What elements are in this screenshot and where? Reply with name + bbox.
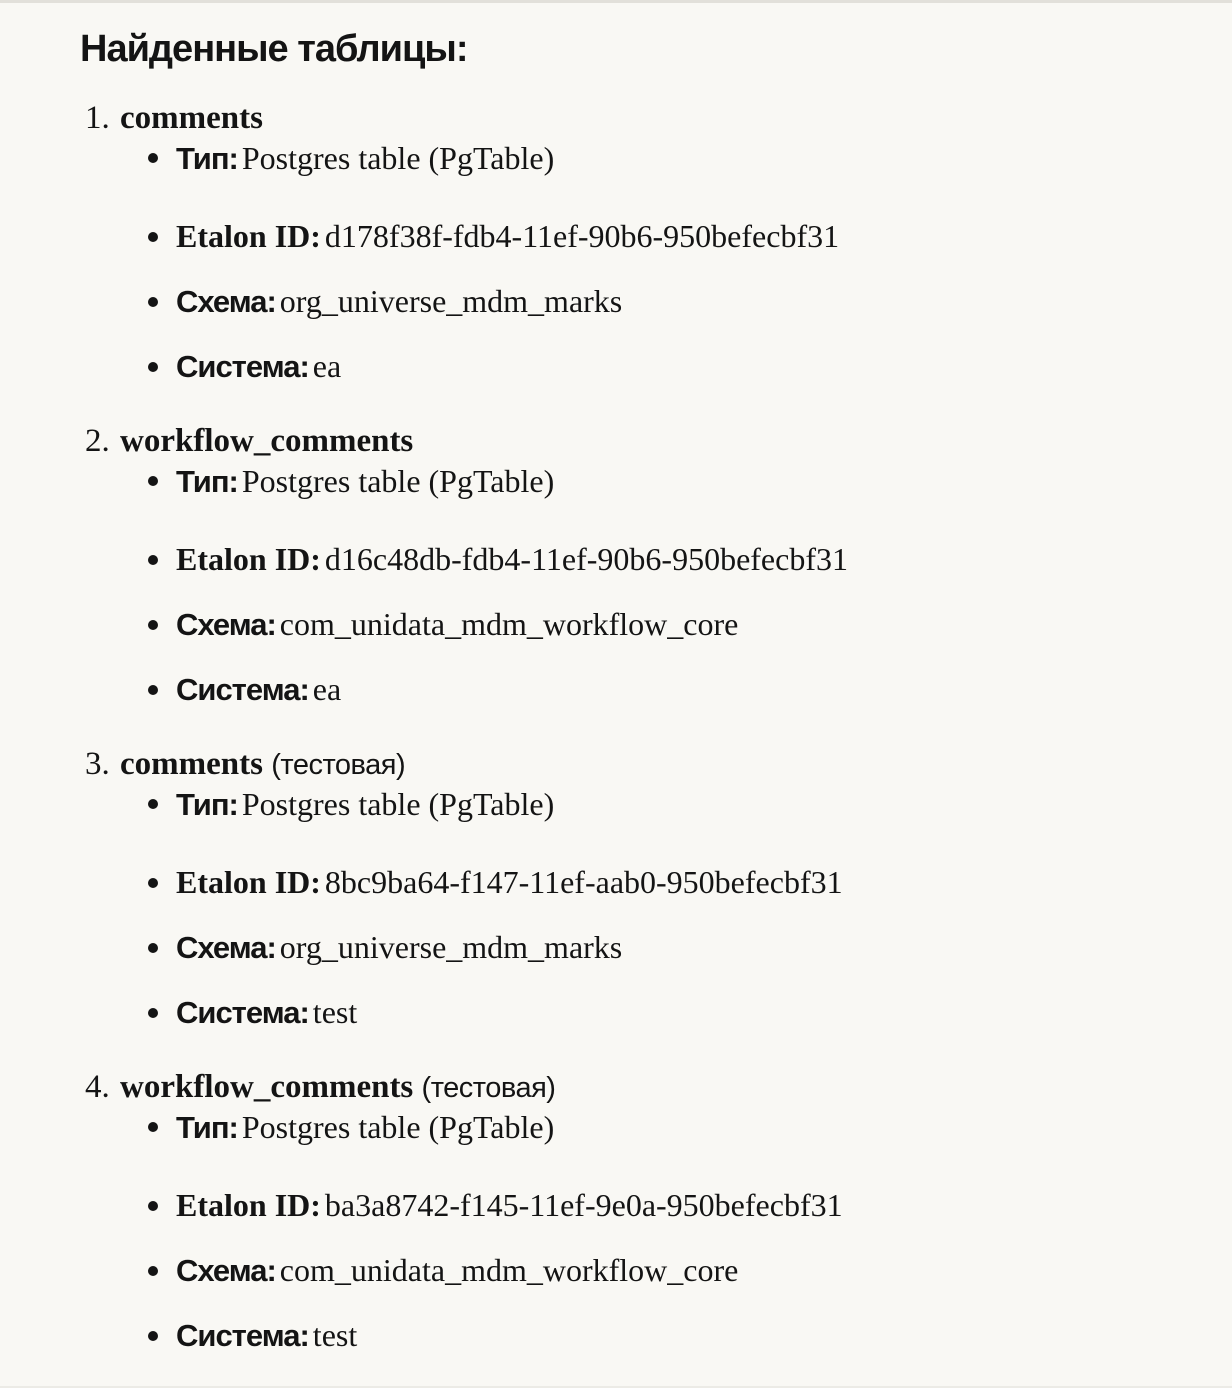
table-item-header [80,419,1200,463]
property-label: Etalon ID: [176,864,321,900]
bullet-icon [148,1331,158,1341]
property-system [80,334,1200,399]
table-item-4 [80,1065,1200,1368]
list-number: 2. [85,423,110,459]
list-number: 1. [85,100,110,136]
tables-list [80,96,1200,1368]
table-item-header [80,96,1200,140]
property-label: Схема: [176,607,276,642]
property-label: Система: [176,1318,309,1353]
property-label: Etalon ID: [176,218,321,254]
bullet-icon [148,1008,158,1018]
table-properties [80,463,1200,722]
property-label: Система: [176,349,309,384]
bullet-icon [148,297,158,307]
bullet-icon [148,362,158,372]
property-type [80,463,1200,527]
section-heading: Найденные таблицы: [80,28,468,70]
property-system [80,1303,1200,1368]
property-system [80,657,1200,722]
table-properties [80,1109,1200,1368]
property-schema [80,592,1200,657]
property-label: Тип: [176,787,238,822]
table-name: comments [120,746,263,782]
property-value: ea [312,348,342,384]
property-value: Postgres table (PgTable) [241,1109,555,1145]
bullet-icon [148,153,158,163]
property-system [80,980,1200,1045]
table-note: (тестовая) [271,749,406,781]
list-number: 3. [85,746,110,782]
property-label: Etalon ID: [176,541,321,577]
table-item-header [80,742,1200,786]
table-item-header [80,1065,1200,1109]
property-value: 8bc9ba64-f147-11ef-aab0-950befecbf31 [324,864,843,900]
top-divider [0,0,1232,3]
property-etalon-id [80,850,1200,915]
property-value: test [312,1317,358,1353]
bullet-icon [148,1266,158,1276]
property-label: Etalon ID: [176,1187,321,1223]
bullet-icon [148,1201,158,1211]
table-name: workflow_comments [120,1069,414,1105]
bullet-icon [148,620,158,630]
bullet-icon [148,1122,158,1132]
property-etalon-id [80,527,1200,592]
table-properties [80,140,1200,399]
property-value: Postgres table (PgTable) [241,786,555,822]
property-type [80,1109,1200,1173]
property-value: test [312,994,358,1030]
table-item-1 [80,96,1200,399]
property-type [80,786,1200,850]
property-value: Postgres table (PgTable) [241,140,555,176]
property-schema [80,1238,1200,1303]
property-value: ba3a8742-f145-11ef-9e0a-950befecbf31 [324,1187,843,1223]
property-etalon-id [80,1173,1200,1238]
bullet-icon [148,943,158,953]
property-value: org_universe_mdm_marks [279,283,623,319]
property-label: Система: [176,995,309,1030]
property-etalon-id [80,204,1200,269]
list-number: 4. [85,1069,110,1105]
property-label: Система: [176,672,309,707]
property-label: Схема: [176,1253,276,1288]
bullet-icon [148,685,158,695]
property-value: d16c48db-fdb4-11ef-90b6-950befecbf31 [324,541,848,577]
bullet-icon [148,878,158,888]
bullet-icon [148,232,158,242]
bullet-icon [148,476,158,486]
property-label: Тип: [176,464,238,499]
table-note: (тестовая) [421,1072,556,1104]
table-name: workflow_comments [120,423,414,459]
property-value: org_universe_mdm_marks [279,929,623,965]
property-value: com_unidata_mdm_workflow_core [279,606,739,642]
property-value: Postgres table (PgTable) [241,463,555,499]
property-value: ea [312,671,342,707]
bullet-icon [148,799,158,809]
property-label: Тип: [176,1110,238,1145]
property-value: com_unidata_mdm_workflow_core [279,1252,739,1288]
table-properties [80,786,1200,1045]
table-item-2 [80,419,1200,722]
property-label: Схема: [176,284,276,319]
table-item-3 [80,742,1200,1045]
property-label: Тип: [176,141,238,176]
property-schema [80,269,1200,334]
property-schema [80,915,1200,980]
table-name: comments [120,100,263,136]
property-type [80,140,1200,204]
property-value: d178f38f-fdb4-11ef-90b6-950befecbf31 [324,218,840,254]
bullet-icon [148,555,158,565]
property-label: Схема: [176,930,276,965]
message-content [80,24,1200,1368]
